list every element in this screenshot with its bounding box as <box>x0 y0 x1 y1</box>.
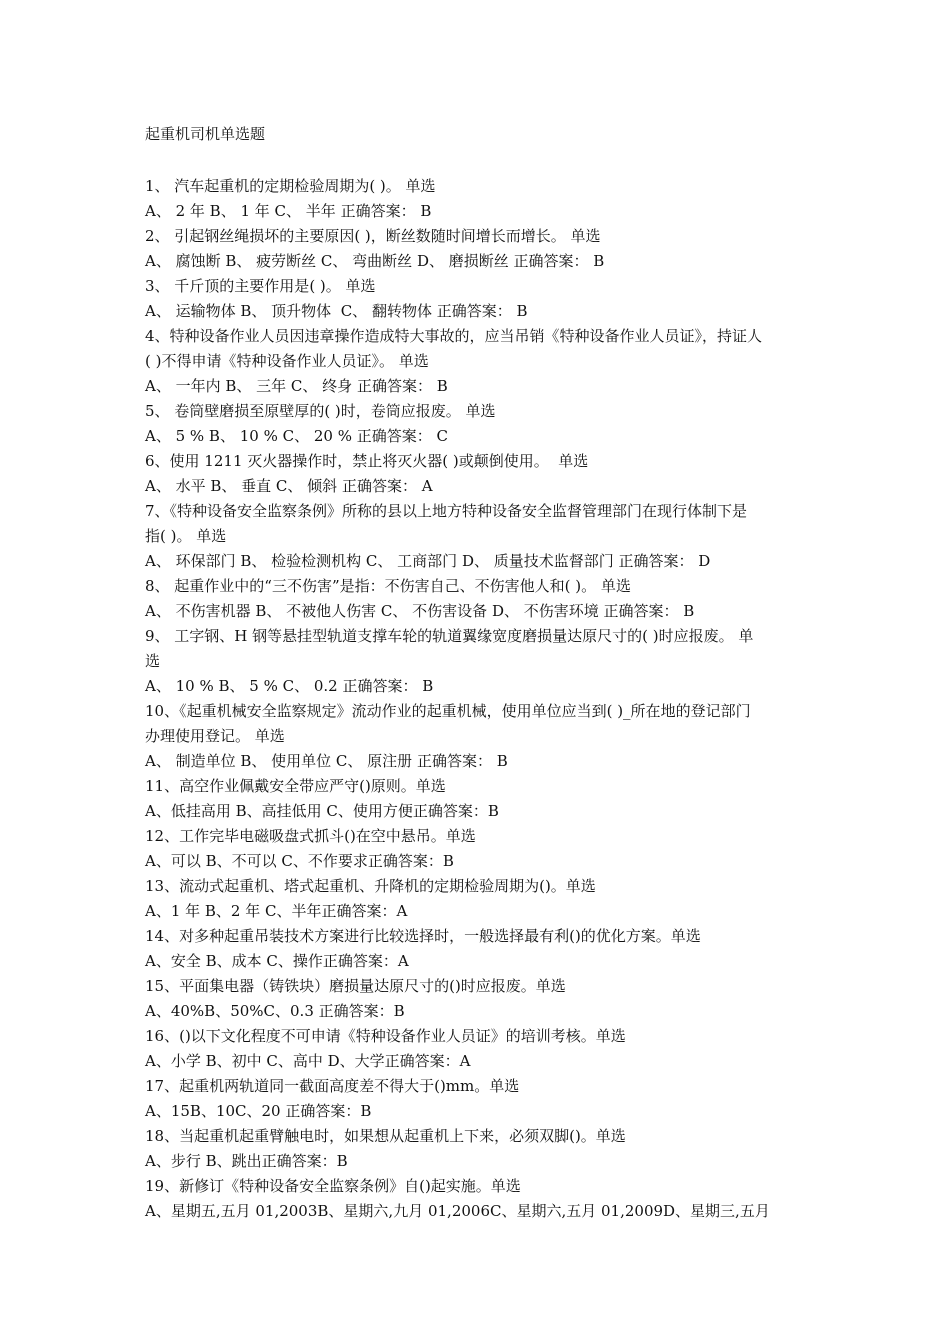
question-line: 14、对多种起重吊装技术方案进行比较选择时，一般选择最有利()的优化方案。单选 <box>145 927 701 945</box>
question-line: 15、平面集电器（铸铁块）磨损量达原尺寸的()时应报废。单选 <box>145 977 566 995</box>
answer-line: A、 2 年 B、 1 年 C、 半年 正确答案： B <box>145 202 432 220</box>
question-line: 7、《特种设备安全监察条例》所称的县以上地方特种设备安全监督管理部门在现行体制下是 <box>145 502 748 520</box>
answer-line: A、 一年内 B、 三年 C、 终身 正确答案： B <box>145 377 448 395</box>
question-line: 12、工作完毕电磁吸盘式抓斗()在空中悬吊。单选 <box>145 827 476 845</box>
question-line-continued: 指( )。 单选 <box>145 527 227 545</box>
answer-line: A、 5 % B、 10 % C、 20 % 正确答案： C <box>145 427 448 445</box>
answer-line: A、40%B、50%C、0.3 正确答案：B <box>145 1002 405 1020</box>
answer-line: A、 水平 B、 垂直 C、 倾斜 正确答案： A <box>145 477 433 495</box>
answer-line: A、 运输物体 B、 顶升物体 C、 翻转物体 正确答案： B <box>145 302 528 320</box>
answer-line: A、 制造单位 B、 使用单位 C、 原注册 正确答案： B <box>145 752 508 770</box>
answer-line: A、 不伤害机器 B、 不被他人伤害 C、 不伤害设备 D、 不伤害环境 正确答案： B <box>145 602 695 620</box>
question-line: 1、 汽车起重机的定期检验周期为( )。 单选 <box>145 177 436 195</box>
answer-line: A、1 年 B、2 年 C、半年正确答案：A <box>145 902 408 920</box>
answer-line: A、 环保部门 B、 检验检测机构 C、 工商部门 D、 质量技术监督部门 正确答案： D <box>145 552 711 570</box>
question-line: 10、《起重机械安全监察规定》流动作业的起重机械，使用单位应当到( )_所在地的登记部门 <box>145 702 751 720</box>
question-line: 4、特种设备作业人员因违章操作造成特大事故的，应当吊销《特种设备作业人员证》，持证人 <box>145 327 763 345</box>
answer-line: A、低挂高用 B、高挂低用 C、使用方便正确答案：B <box>145 802 499 820</box>
question-list <box>145 174 815 1224</box>
question-line: 2、 引起钢丝绳损坏的主要原因( )，断丝数随时间增长而增长。 单选 <box>145 227 601 245</box>
question-line-continued: ( )不得申请《特种设备作业人员证》。 单选 <box>145 352 429 370</box>
question-line: 19、新修订《特种设备安全监察条例》自()起实施。单选 <box>145 1177 521 1195</box>
question-line: 13、流动式起重机、塔式起重机、升降机的定期检验周期为()。单选 <box>145 877 596 895</box>
question-line: 6、使用 1211 灭火器操作时，禁止将灭火器( )或颠倒使用。 单选 <box>145 452 589 470</box>
question-line: 5、 卷筒壁磨损至原壁厚的( )时，卷筒应报废。 单选 <box>145 402 496 420</box>
question-line-continued: 选 <box>145 652 161 670</box>
document-title: 起重机司机单选题 <box>145 125 266 143</box>
answer-line: A、安全 B、成本 C、操作正确答案：A <box>145 952 409 970</box>
question-line: 3、 千斤顶的主要作用是( )。 单选 <box>145 277 376 295</box>
question-line: 11、高空作业佩戴安全带应严守()原则。单选 <box>145 777 446 795</box>
document-page <box>145 122 815 1224</box>
question-line: 8、 起重作业中的“三不伤害”是指：不伤害自己、不伤害他人和( )。 单选 <box>145 577 631 595</box>
answer-line: A、 10 % B、 5 % C、 0.2 正确答案： B <box>145 677 434 695</box>
answer-line: A、 腐蚀断 B、 疲劳断丝 C、 弯曲断丝 D、 磨损断丝 正确答案： B <box>145 252 605 270</box>
question-line: 9、 工字钢、H 钢等悬挂型轨道支撑车轮的轨道翼缘宽度磨损量达原尺寸的( )时应报废。 单 <box>145 627 754 645</box>
answer-line: A、星期五,五月 01,2003B、星期六,九月 01,2006C、星期六,五月 01,2009D、星期三,五月 <box>145 1202 770 1220</box>
question-line: 18、当起重机起重臂触电时，如果想从起重机上下来，必须双脚()。单选 <box>145 1127 626 1145</box>
answer-line: A、15B、10C、20 正确答案：B <box>145 1102 372 1120</box>
question-line: 16、()以下文化程度不可申请《特种设备作业人员证》的培训考核。单选 <box>145 1027 626 1045</box>
answer-line: A、小学 B、初中 C、高中 D、大学正确答案：A <box>145 1052 471 1070</box>
question-line: 17、起重机两轨道同一截面高度差不得大于()mm。单选 <box>145 1077 520 1095</box>
question-line-continued: 办理使用登记。 单选 <box>145 727 285 745</box>
answer-line: A、可以 B、不可以 C、不作要求正确答案：B <box>145 852 454 870</box>
answer-line: A、步行 B、跳出正确答案：B <box>145 1152 348 1170</box>
